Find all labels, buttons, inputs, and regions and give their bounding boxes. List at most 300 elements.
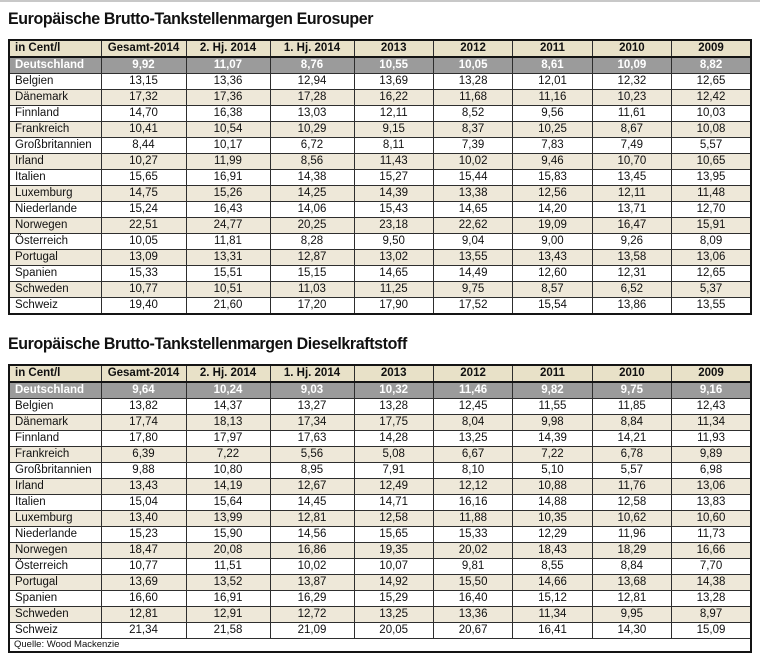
margin-value: 12,72 <box>270 607 354 623</box>
margin-value: 7,22 <box>186 447 270 463</box>
margin-value: 24,77 <box>186 218 270 234</box>
margin-value: 17,97 <box>186 431 270 447</box>
margin-value: 8,55 <box>513 559 592 575</box>
source-note-row <box>9 639 751 653</box>
margin-value: 6,78 <box>592 447 671 463</box>
margin-value: 10,35 <box>513 511 592 527</box>
country-label: Schweiz <box>9 623 101 639</box>
country-label: Frankreich <box>9 122 101 138</box>
country-label: Österreich <box>9 559 101 575</box>
table-row <box>9 90 751 106</box>
margin-value: 13,69 <box>101 575 186 591</box>
margin-value: 12,43 <box>672 399 751 415</box>
margin-value: 17,80 <box>101 431 186 447</box>
margin-value: 14,88 <box>513 495 592 511</box>
margin-value: 21,09 <box>270 623 354 639</box>
margin-value: 20,67 <box>433 623 512 639</box>
margin-value: 14,20 <box>513 202 592 218</box>
margin-value: 10,09 <box>592 57 671 74</box>
table-row <box>9 250 751 266</box>
table-row-highlight <box>9 57 751 74</box>
margin-value: 9,03 <box>270 382 354 399</box>
margin-value: 22,51 <box>101 218 186 234</box>
margin-value: 12,01 <box>513 74 592 90</box>
diesel-margins-section <box>0 315 760 653</box>
table-row <box>9 495 751 511</box>
margin-value: 16,91 <box>186 170 270 186</box>
country-label: Portugal <box>9 575 101 591</box>
margin-value: 12,81 <box>270 511 354 527</box>
country-label: Schweden <box>9 607 101 623</box>
margin-value: 15,24 <box>101 202 186 218</box>
margin-value: 14,38 <box>672 575 751 591</box>
table-row <box>9 543 751 559</box>
margin-value: 13,71 <box>592 202 671 218</box>
table-row <box>9 234 751 250</box>
margin-value: 10,29 <box>270 122 354 138</box>
margin-value: 22,62 <box>433 218 512 234</box>
margin-value: 6,67 <box>433 447 512 463</box>
margin-value: 12,32 <box>592 74 671 90</box>
country-label: Großbritannien <box>9 463 101 479</box>
margin-value: 10,24 <box>186 382 270 399</box>
margin-value: 14,21 <box>592 431 671 447</box>
margin-value: 15,44 <box>433 170 512 186</box>
margin-value: 17,63 <box>270 431 354 447</box>
column-header: 2011 <box>513 40 592 57</box>
table-row <box>9 511 751 527</box>
margin-value: 12,56 <box>513 186 592 202</box>
table-row <box>9 399 751 415</box>
table-row <box>9 138 751 154</box>
margin-value: 13,38 <box>433 186 512 202</box>
margin-value: 15,09 <box>672 623 751 639</box>
country-label: Finnland <box>9 106 101 122</box>
margin-value: 20,05 <box>354 623 433 639</box>
margin-value: 16,22 <box>354 90 433 106</box>
margin-value: 14,71 <box>354 495 433 511</box>
margin-value: 10,60 <box>672 511 751 527</box>
margin-value: 16,60 <box>101 591 186 607</box>
margin-value: 12,58 <box>354 511 433 527</box>
margin-value: 12,65 <box>672 74 751 90</box>
margin-value: 8,52 <box>433 106 512 122</box>
country-label: Spanien <box>9 266 101 282</box>
margin-value: 11,99 <box>186 154 270 170</box>
margin-value: 12,31 <box>592 266 671 282</box>
margin-value: 17,32 <box>101 90 186 106</box>
margin-value: 15,33 <box>433 527 512 543</box>
margin-value: 6,98 <box>672 463 751 479</box>
margin-value: 14,30 <box>592 623 671 639</box>
margin-value: 15,27 <box>354 170 433 186</box>
table-row <box>9 575 751 591</box>
margin-value: 8,61 <box>513 57 592 74</box>
country-label: Italien <box>9 170 101 186</box>
margin-value: 13,28 <box>433 74 512 90</box>
column-header: 2012 <box>433 365 512 382</box>
margin-value: 14,38 <box>270 170 354 186</box>
table-row-highlight <box>9 382 751 399</box>
margin-value: 8,37 <box>433 122 512 138</box>
margin-value: 8,67 <box>592 122 671 138</box>
margin-value: 13,06 <box>672 479 751 495</box>
country-label: Belgien <box>9 399 101 415</box>
column-header: 2011 <box>513 365 592 382</box>
margin-value: 13,55 <box>433 250 512 266</box>
margin-value: 12,58 <box>592 495 671 511</box>
country-label: Norwegen <box>9 543 101 559</box>
column-header: 2009 <box>672 40 751 57</box>
margin-value: 14,25 <box>270 186 354 202</box>
margin-value: 11,07 <box>186 57 270 74</box>
margin-value: 14,39 <box>354 186 433 202</box>
margin-value: 8,84 <box>592 415 671 431</box>
margin-value: 10,77 <box>101 559 186 575</box>
margin-value: 15,65 <box>354 527 433 543</box>
margin-value: 10,80 <box>186 463 270 479</box>
margin-value: 8,10 <box>433 463 512 479</box>
header-row <box>9 365 751 382</box>
margin-value: 8,97 <box>672 607 751 623</box>
margin-value: 9,56 <box>513 106 592 122</box>
margin-value: 17,75 <box>354 415 433 431</box>
country-label: Großbritannien <box>9 138 101 154</box>
unit-label-header: in Cent/l <box>9 365 101 382</box>
column-header: 2013 <box>354 40 433 57</box>
margin-value: 14,75 <box>101 186 186 202</box>
margin-value: 9,82 <box>513 382 592 399</box>
margin-value: 9,26 <box>592 234 671 250</box>
margin-value: 8,95 <box>270 463 354 479</box>
margin-value: 16,91 <box>186 591 270 607</box>
country-label: Österreich <box>9 234 101 250</box>
margin-value: 10,77 <box>101 282 186 298</box>
country-label: Irland <box>9 479 101 495</box>
margin-value: 11,88 <box>433 511 512 527</box>
country-label: Spanien <box>9 591 101 607</box>
margin-value: 9,75 <box>592 382 671 399</box>
margin-value: 13,25 <box>354 607 433 623</box>
margin-value: 10,05 <box>101 234 186 250</box>
column-header: 2010 <box>592 365 671 382</box>
margin-value: 8,11 <box>354 138 433 154</box>
column-header: 2. Hj. 2014 <box>186 40 270 57</box>
column-header: 1. Hj. 2014 <box>270 365 354 382</box>
table-row <box>9 431 751 447</box>
margin-value: 19,35 <box>354 543 433 559</box>
unit-label-header: in Cent/l <box>9 40 101 57</box>
margin-value: 12,81 <box>592 591 671 607</box>
eurosuper-margins-section <box>0 0 760 315</box>
margin-value: 14,45 <box>270 495 354 511</box>
country-label: Schweden <box>9 282 101 298</box>
margin-value: 17,20 <box>270 298 354 315</box>
margin-value: 13,69 <box>354 74 433 90</box>
margin-value: 10,02 <box>433 154 512 170</box>
country-label: Luxemburg <box>9 186 101 202</box>
margin-value: 11,25 <box>354 282 433 298</box>
margin-value: 13,36 <box>433 607 512 623</box>
table-row <box>9 527 751 543</box>
margin-value: 16,38 <box>186 106 270 122</box>
margin-value: 12,67 <box>270 479 354 495</box>
country-label: Dänemark <box>9 90 101 106</box>
margin-value: 10,07 <box>354 559 433 575</box>
country-label: Dänemark <box>9 415 101 431</box>
margin-value: 13,99 <box>186 511 270 527</box>
table-row <box>9 559 751 575</box>
table-row <box>9 623 751 639</box>
margin-value: 10,23 <box>592 90 671 106</box>
margin-value: 10,17 <box>186 138 270 154</box>
margin-value: 14,19 <box>186 479 270 495</box>
source-note: Quelle: Wood Mackenzie <box>9 639 751 653</box>
margin-value: 15,33 <box>101 266 186 282</box>
margin-value: 9,88 <box>101 463 186 479</box>
margin-value: 14,92 <box>354 575 433 591</box>
margin-value: 14,37 <box>186 399 270 415</box>
margin-value: 11,81 <box>186 234 270 250</box>
margin-value: 10,55 <box>354 57 433 74</box>
table-row <box>9 74 751 90</box>
country-label: Niederlande <box>9 202 101 218</box>
margin-value: 6,39 <box>101 447 186 463</box>
margin-value: 15,12 <box>513 591 592 607</box>
margin-value: 21,60 <box>186 298 270 315</box>
table-row <box>9 186 751 202</box>
margin-value: 10,05 <box>433 57 512 74</box>
margin-value: 14,06 <box>270 202 354 218</box>
margin-value: 9,89 <box>672 447 751 463</box>
margin-value: 11,46 <box>433 382 512 399</box>
margin-value: 14,49 <box>433 266 512 282</box>
margin-value: 13,31 <box>186 250 270 266</box>
table-row <box>9 282 751 298</box>
margin-value: 14,65 <box>354 266 433 282</box>
margin-value: 11,34 <box>513 607 592 623</box>
margin-value: 11,93 <box>672 431 751 447</box>
margin-value: 10,62 <box>592 511 671 527</box>
margin-value: 18,29 <box>592 543 671 559</box>
margin-value: 9,95 <box>592 607 671 623</box>
margin-value: 13,43 <box>513 250 592 266</box>
margin-value: 12,11 <box>592 186 671 202</box>
country-label: Irland <box>9 154 101 170</box>
table-row <box>9 463 751 479</box>
margin-value: 8,04 <box>433 415 512 431</box>
margin-value: 13,27 <box>270 399 354 415</box>
column-header: 2009 <box>672 365 751 382</box>
margin-value: 11,51 <box>186 559 270 575</box>
margin-value: 11,85 <box>592 399 671 415</box>
margin-value: 8,76 <box>270 57 354 74</box>
margin-value: 13,43 <box>101 479 186 495</box>
margin-value: 11,43 <box>354 154 433 170</box>
margin-value: 11,61 <box>592 106 671 122</box>
margin-value: 9,75 <box>433 282 512 298</box>
margin-value: 12,11 <box>354 106 433 122</box>
margin-value: 8,28 <box>270 234 354 250</box>
margin-value: 16,40 <box>433 591 512 607</box>
margin-value: 13,40 <box>101 511 186 527</box>
margin-value: 14,39 <box>513 431 592 447</box>
margin-value: 11,16 <box>513 90 592 106</box>
margin-value: 19,40 <box>101 298 186 315</box>
country-label: Norwegen <box>9 218 101 234</box>
margin-value: 15,04 <box>101 495 186 511</box>
margin-value: 8,84 <box>592 559 671 575</box>
margin-value: 10,41 <box>101 122 186 138</box>
margin-value: 7,22 <box>513 447 592 463</box>
margin-value: 21,34 <box>101 623 186 639</box>
margin-value: 11,68 <box>433 90 512 106</box>
column-header: 2010 <box>592 40 671 57</box>
margin-value: 16,16 <box>433 495 512 511</box>
margin-value: 11,96 <box>592 527 671 543</box>
header-row <box>9 40 751 57</box>
margin-value: 12,65 <box>672 266 751 282</box>
margin-value: 18,13 <box>186 415 270 431</box>
table-row <box>9 415 751 431</box>
table-row <box>9 591 751 607</box>
margin-value: 13,03 <box>270 106 354 122</box>
margin-value: 13,95 <box>672 170 751 186</box>
margin-value: 13,82 <box>101 399 186 415</box>
margin-value: 8,57 <box>513 282 592 298</box>
margin-value: 23,18 <box>354 218 433 234</box>
margin-value: 15,50 <box>433 575 512 591</box>
margin-value: 13,58 <box>592 250 671 266</box>
margin-value: 15,83 <box>513 170 592 186</box>
margin-value: 7,91 <box>354 463 433 479</box>
country-label: Schweiz <box>9 298 101 315</box>
margin-value: 11,48 <box>672 186 751 202</box>
margin-value: 17,74 <box>101 415 186 431</box>
margin-value: 10,51 <box>186 282 270 298</box>
margin-value: 5,56 <box>270 447 354 463</box>
margin-value: 16,43 <box>186 202 270 218</box>
margin-value: 13,28 <box>672 591 751 607</box>
margin-value: 13,09 <box>101 250 186 266</box>
margin-value: 11,73 <box>672 527 751 543</box>
margin-value: 13,06 <box>672 250 751 266</box>
margin-value: 5,57 <box>672 138 751 154</box>
margin-value: 15,90 <box>186 527 270 543</box>
margin-value: 8,09 <box>672 234 751 250</box>
margin-value: 17,28 <box>270 90 354 106</box>
margin-value: 20,25 <box>270 218 354 234</box>
diesel-table <box>8 364 752 653</box>
margin-value: 15,65 <box>101 170 186 186</box>
margin-value: 9,15 <box>354 122 433 138</box>
margin-value: 9,00 <box>513 234 592 250</box>
margin-value: 9,16 <box>672 382 751 399</box>
margin-value: 7,49 <box>592 138 671 154</box>
margin-value: 14,66 <box>513 575 592 591</box>
table-row <box>9 447 751 463</box>
table-row <box>9 106 751 122</box>
country-label: Deutschland <box>9 57 101 74</box>
margin-value: 13,02 <box>354 250 433 266</box>
margin-value: 13,55 <box>672 298 751 315</box>
margin-value: 7,39 <box>433 138 512 154</box>
margin-value: 9,98 <box>513 415 592 431</box>
margin-value: 10,65 <box>672 154 751 170</box>
margin-value: 21,58 <box>186 623 270 639</box>
margin-value: 17,34 <box>270 415 354 431</box>
eurosuper-table <box>8 39 752 315</box>
margin-value: 6,72 <box>270 138 354 154</box>
margin-value: 11,55 <box>513 399 592 415</box>
margin-value: 5,37 <box>672 282 751 298</box>
margin-value: 7,83 <box>513 138 592 154</box>
margin-value: 10,27 <box>101 154 186 170</box>
margin-value: 14,70 <box>101 106 186 122</box>
country-label: Finnland <box>9 431 101 447</box>
margin-value: 15,91 <box>672 218 751 234</box>
margin-value: 12,60 <box>513 266 592 282</box>
margin-value: 13,52 <box>186 575 270 591</box>
table-row <box>9 202 751 218</box>
margin-value: 17,52 <box>433 298 512 315</box>
margin-value: 9,64 <box>101 382 186 399</box>
margin-value: 15,64 <box>186 495 270 511</box>
margin-value: 11,76 <box>592 479 671 495</box>
margin-value: 16,29 <box>270 591 354 607</box>
margin-value: 14,28 <box>354 431 433 447</box>
margin-value: 11,03 <box>270 282 354 298</box>
column-header: Gesamt-2014 <box>101 40 186 57</box>
margin-value: 10,88 <box>513 479 592 495</box>
country-label: Deutschland <box>9 382 101 399</box>
margin-value: 13,83 <box>672 495 751 511</box>
diesel-title: Europäische Brutto-Tankstellenmargen Dieselkraftstoff <box>8 334 407 353</box>
margin-value: 15,23 <box>101 527 186 543</box>
margin-value: 8,82 <box>672 57 751 74</box>
margin-value: 15,54 <box>513 298 592 315</box>
margin-value: 12,45 <box>433 399 512 415</box>
margin-value: 10,03 <box>672 106 751 122</box>
margin-value: 8,56 <box>270 154 354 170</box>
margin-value: 15,51 <box>186 266 270 282</box>
margin-value: 13,15 <box>101 74 186 90</box>
table-row <box>9 122 751 138</box>
country-label: Italien <box>9 495 101 511</box>
table-row <box>9 170 751 186</box>
margin-value: 5,57 <box>592 463 671 479</box>
eurosuper-title: Europäische Brutto-Tankstellenmargen Eurosuper <box>8 9 374 28</box>
country-label: Niederlande <box>9 527 101 543</box>
margin-value: 13,25 <box>433 431 512 447</box>
margin-value: 6,52 <box>592 282 671 298</box>
margin-value: 12,87 <box>270 250 354 266</box>
country-label: Frankreich <box>9 447 101 463</box>
table-row <box>9 266 751 282</box>
margin-value: 15,29 <box>354 591 433 607</box>
table-row <box>9 298 751 315</box>
column-header: Gesamt-2014 <box>101 365 186 382</box>
margin-value: 20,08 <box>186 543 270 559</box>
column-header: 2012 <box>433 40 512 57</box>
margin-value: 12,70 <box>672 202 751 218</box>
margin-value: 11,34 <box>672 415 751 431</box>
margin-value: 18,43 <box>513 543 592 559</box>
margin-value: 8,44 <box>101 138 186 154</box>
margin-value: 17,36 <box>186 90 270 106</box>
margin-value: 12,29 <box>513 527 592 543</box>
margin-value: 5,08 <box>354 447 433 463</box>
